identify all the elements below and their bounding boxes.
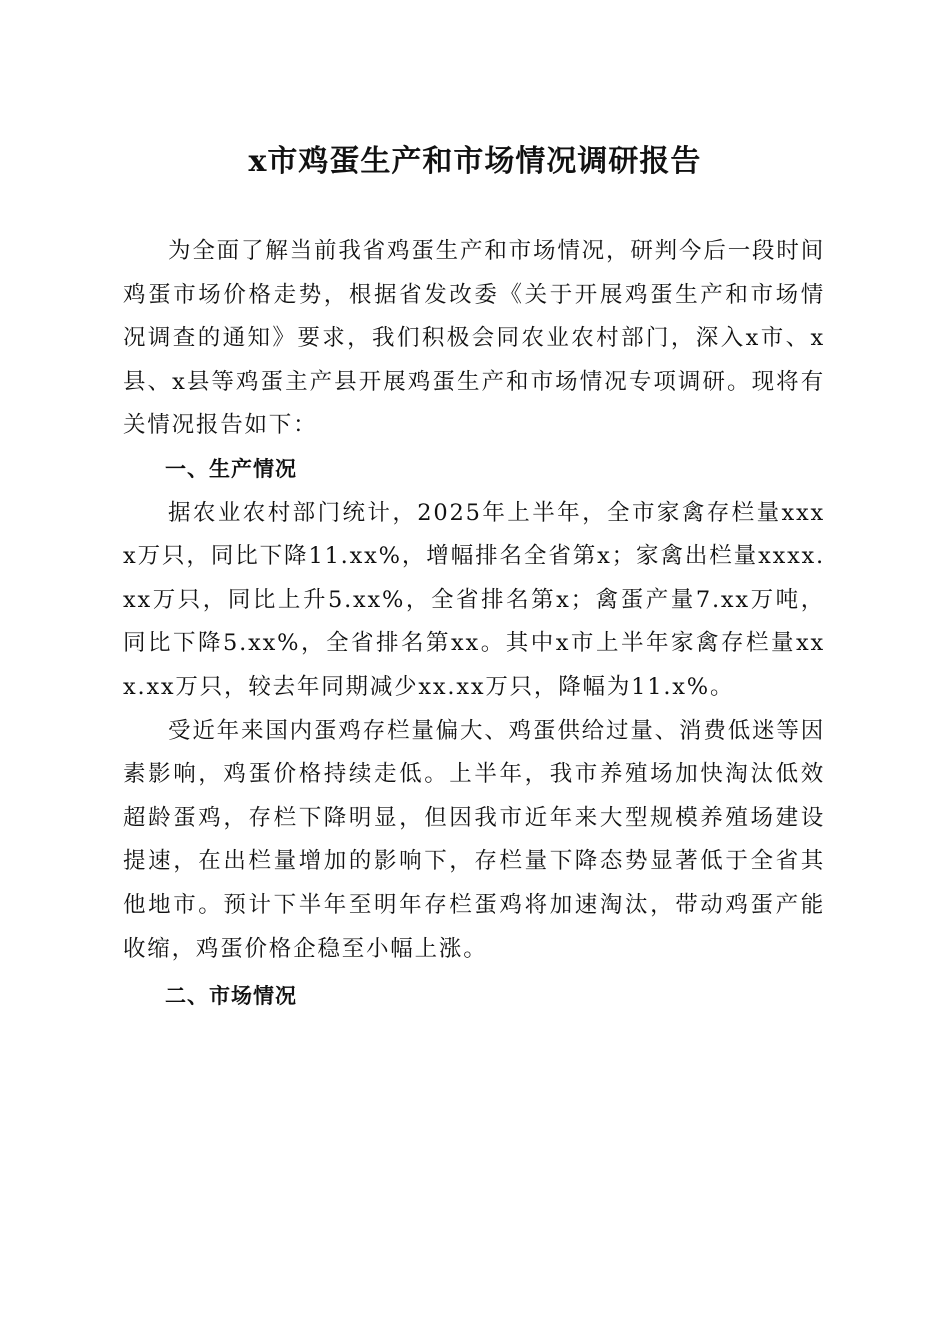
document-body — [123, 230, 825, 1019]
production-paragraph-statistics: 据农业农村部门统计，2025年上半年，全市家禽存栏量xxxx万只，同比下降11.xx%，增幅排名全省第x；家禽出栏量xxxx.xx万只，同比上升5.xx%，全省排名第x；禽蛋产量7.xx万吨，同比下降5.xx%，全省排名第xx。其中x市上半年家禽存栏量xxx.xx万只，较去年同期减少xx.xx万只，降幅为11.x%。 — [123, 499, 825, 700]
production-paragraph-analysis: 受近年来国内蛋鸡存栏量偏大、鸡蛋供给过量、消费低迷等因素影响，鸡蛋价格持续走低。上半年，我市养殖场加快淘汰低效超龄蛋鸡，存栏下降明显，但因我市近年来大型规模养殖场建设提速，在出栏量增加的影响下，存栏量下降态势显著低于全省其他地市。预计下半年至明年存栏蛋鸡将加速淘汰，带动鸡蛋产能收缩，鸡蛋价格企稳至小幅上涨。 — [123, 717, 825, 962]
document-title: x市鸡蛋生产和市场情况调研报告 — [248, 144, 702, 179]
intro-paragraph: 为全面了解当前我省鸡蛋生产和市场情况，研判今后一段时间鸡蛋市场价格走势，根据省发改委《关于开展鸡蛋生产和市场情况调查的通知》要求，我们积极会同农业农村部门，深入x市、x县、x县等鸡蛋主产县开展鸡蛋生产和市场情况专项调研。现将有关情况报告如下： — [123, 238, 825, 439]
section-heading-production: 一、生产情况 — [165, 456, 297, 481]
section-heading-market: 二、市场情况 — [165, 984, 297, 1009]
